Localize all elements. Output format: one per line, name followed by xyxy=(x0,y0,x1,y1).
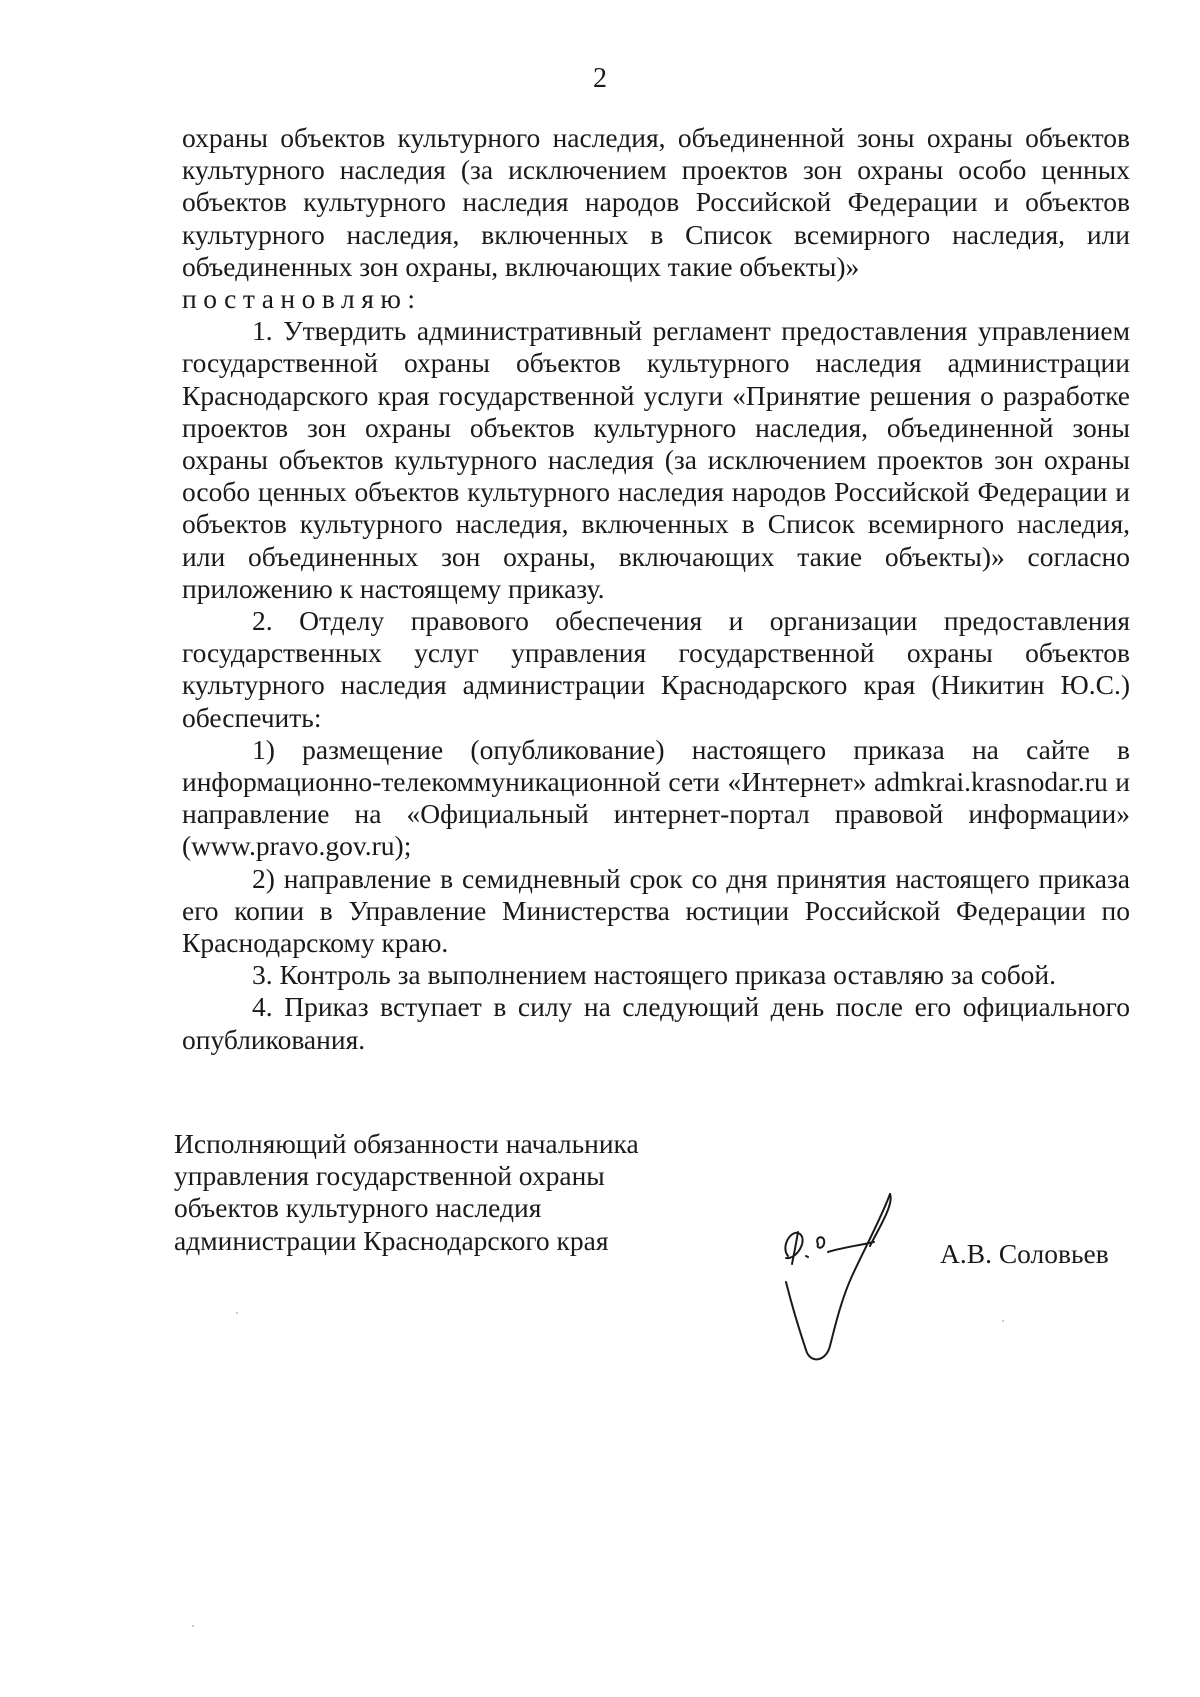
signatory-title-line: объектов культурного наследия xyxy=(174,1192,542,1224)
signer-name: А.В. Соловьев xyxy=(940,1238,1109,1269)
intro-paragraph: охраны объектов культурного наследия, объединенной зоны охраны объектов культурного наследия (за исключением проектов зон охраны особо ценных объектов культурного наследия народов Российской Федерации и объектов культурного наследия, включенных в Список всемирного наследия, или объединенных зон охраны, включающих такие объекты)» xyxy=(182,122,1130,282)
signatory-title-line: управления государственной охраны xyxy=(174,1160,605,1192)
scan-speck xyxy=(236,1312,238,1314)
paragraph-3: 3. Контроль за выполнением настоящего приказа оставляю за собой. xyxy=(252,959,1057,991)
document-body xyxy=(182,122,1130,1056)
subparagraph-2-1: 1) размещение (опубликование) настоящего приказа на сайте в информационно-телекоммуникационной сети «Интернет» admkrai.krasnodar.ru и направление на «Официальный интернет-портал правовой информации» (www.pravo.gov.ru); xyxy=(182,733,1130,862)
page-number: 2 xyxy=(593,63,607,94)
signatory-title-line: Исполняющий обязанности начальника xyxy=(174,1128,639,1159)
decree-word: постановляю: xyxy=(182,283,422,315)
paragraph-2: 2. Отделу правового обеспечения и организации предоставления государственных услуг управления государственной охраны объектов культурного наследия администрации Краснодарского края (Никитин Ю.С.) обеспечить: xyxy=(182,605,1130,733)
signatory-title-line: администрации Краснодарского края xyxy=(174,1224,609,1256)
signature-block xyxy=(174,1128,674,1257)
handwritten-signature xyxy=(770,1186,920,1366)
scan-speck xyxy=(192,1625,194,1627)
scan-speck xyxy=(1002,1320,1004,1322)
paragraph-4: 4. Приказ вступает в силу на следующий день после его официального опубликования. xyxy=(182,991,1130,1055)
paragraph-1: 1. Утвердить административный регламент предоставления управлением государственной охраны объектов культурного наследия администрации Краснодарского края государственной услуги «Принятие решения о разработке проектов зон охраны объектов культурного наследия, объединенной зоны охраны объектов культурного наследия (за исключением проектов зон охраны особо ценных объектов культурного наследия народов Российской Федерации и объектов культурного наследия, включенных в Список всемирного наследия, или объединенных зон охраны, включающих такие объекты)» согласно приложению к настоящему приказу. xyxy=(182,315,1130,604)
subparagraph-2-2: 2) направление в семидневный срок со дня принятия настоящего приказа его копии в Управление Министерства юстиции Российской Федерации по Краснодарскому краю. xyxy=(182,862,1130,959)
